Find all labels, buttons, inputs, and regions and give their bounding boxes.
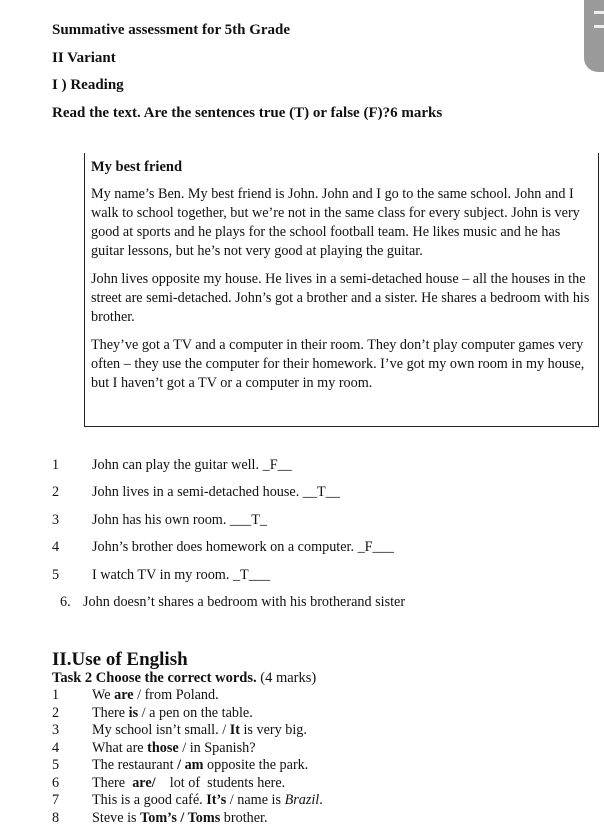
exercise-list (52, 687, 323, 827)
list-item: 4 What are those / in Spanish? (52, 739, 256, 756)
list-item: 1 We are / from Poland. (52, 687, 219, 703)
assessment-title: Summative assessment for 5th Grade (52, 22, 291, 38)
side-tab[interactable] (584, 0, 604, 72)
task-2-instruction: Task 2 Choose the correct words. (4 marks) (52, 670, 317, 686)
reading-text-box (84, 153, 599, 427)
list-item: 3 My school isn’t small. / It is very big. (52, 722, 307, 738)
list-item: 5 I watch TV in my room. _T___ (52, 567, 270, 583)
section-reading: I ) Reading (52, 77, 124, 93)
text-paragraph: My name’s Ben. My best friend is John. John and I go to the same school. John and I walk to school together, but we’re not in the same class for every subject. John is very good at sports and he plays for the school football team. He likes music and he has guitar lessons, but he’s not very good at playing the guitar. (91, 186, 580, 259)
variant-label: II Variant (52, 50, 116, 66)
list-item: 3 John has his own room. ___T_ (52, 512, 267, 528)
list-item: 6. John doesn’t shares a bedroom with his brotherand sister (60, 594, 406, 610)
list-item: 2 John lives in a semi-detached house. __T__ (52, 484, 340, 500)
list-item: 6 There are/ lot of students here. (52, 774, 286, 791)
list-item: 1 John can play the guitar well. _F__ (52, 457, 292, 473)
list-item: 4 John’s brother does homework on a computer. _F___ (52, 539, 394, 555)
list-item: 8 Steve is Tom’s / Toms brother. (52, 809, 268, 826)
list-item: 5 The restaurant / am opposite the park. (52, 757, 309, 773)
list-item: 2 There is / a pen on the table. (52, 704, 253, 721)
section-use-of-english: II.Use of English (52, 649, 188, 670)
list-item: 7 This is a good café. It’s / name is Brazil. (52, 792, 323, 808)
text-paragraph: John lives opposite my house. He lives in a semi-detached house – all the houses in the street are semi-detached. John’s got a brother and a sister. He shares a bedroom with his brother. (91, 271, 590, 325)
text-paragraph: They’ve got a TV and a computer in their room. They don’t play computer games very often – they use the computer for their homework. I’ve got my own room in my house, but I haven’t got a TV or a computer in my room. (91, 337, 585, 391)
text-title: My best friend (91, 159, 183, 175)
reading-instruction: Read the text. Are the sentences true (T) or false (F)?6 marks (52, 105, 443, 121)
